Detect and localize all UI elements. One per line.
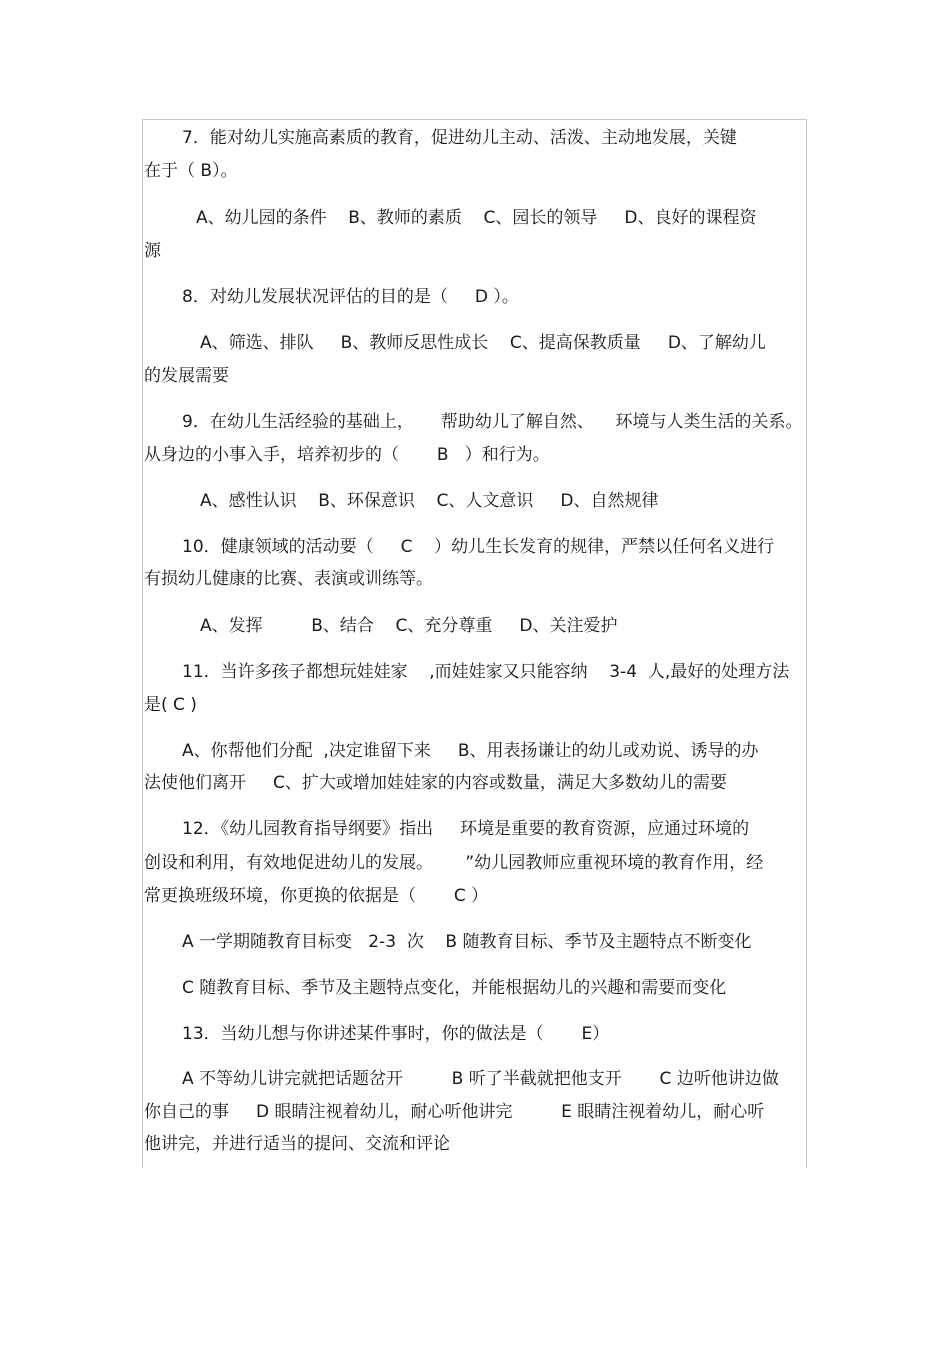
- q7-options-line2: 源: [144, 241, 161, 261]
- q9-stem-line2: 从身边的小事入手，培养初步的（ B ）和行为。: [144, 445, 550, 465]
- q12-stem-line3: 常更换班级环境，你更换的依据是（ C ）: [144, 886, 489, 906]
- q8-options-line2: 的发展需要: [144, 366, 229, 386]
- q12-stem-line1: 12．《幼儿园教育指导纲要》指出 环境是重要的教育资源，应通过环境的: [182, 819, 750, 839]
- q9-options: A、感性认识 B、环保意识 C、人文意识 D、自然规律: [200, 491, 659, 511]
- q13-options-line1: A 不等幼儿讲完就把话题岔开 B 听了半截就把他支开 C 边听他讲边做: [182, 1069, 779, 1089]
- q13-options-line3: 他讲完，并进行适当的提问、交流和评论: [144, 1134, 450, 1154]
- q13-options-line2: 你自己的事 D 眼睛注视着幼儿，耐心听他讲完 E 眼睛注视着幼儿，耐心听: [144, 1102, 765, 1122]
- q7-options-line1: A、幼儿园的条件 B、教师的素质 C、园长的领导 D、良好的课程资: [196, 208, 757, 228]
- q8-options-line1: A、筛选、排队 B、教师反思性成长 C、提高保教质量 D、了解幼儿: [200, 333, 766, 353]
- q7-stem-line1: 7．能对幼儿实施高素质的教育，促进幼儿主动、活泼、主动地发展，关键: [182, 128, 737, 148]
- q11-options-line2: 法使他们离开 C、扩大或增加娃娃家的内容或数量，满足大多数幼儿的需要: [144, 773, 727, 793]
- q11-options-line1: A、你帮他们分配 ,决定谁留下来 B、用表扬谦让的幼儿或劝说、诱导的办: [182, 741, 759, 761]
- q10-stem-line2: 有损幼儿健康的比赛、表演或训练等。: [144, 569, 433, 589]
- q9-stem-line1: 9．在幼儿生活经验的基础上， 帮助幼儿了解自然、 环境与人类生活的关系。: [182, 412, 803, 432]
- q12-stem-line2: 创设和利用，有效地促进幼儿的发展。 ”幼儿园教师应重视环境的教育作用，经: [144, 853, 764, 873]
- page-frame-top: [142, 119, 807, 120]
- q10-stem-line1: 10．健康领域的活动要（ C ）幼儿生长发育的规律，严禁以任何名义进行: [182, 537, 775, 557]
- q10-options: A、发挥 B、结合 C、充分尊重 D、关注爱护: [200, 616, 618, 636]
- q7-stem-line2: 在于（ B）。: [144, 161, 238, 181]
- q12-option-ab: A 一学期随教育目标变 2-3 次 B 随教育目标、季节及主题特点不断变化: [182, 932, 752, 952]
- q12-option-c: C 随教育目标、季节及主题特点变化，并能根据幼儿的兴趣和需要而变化: [182, 978, 727, 998]
- page-frame-left: [142, 119, 143, 1168]
- q8-stem: 8．对幼儿发展状况评估的目的是（ D ）。: [182, 287, 519, 307]
- q13-stem: 13．当幼儿想与你讲述某件事时，你的做法是（ E）: [182, 1024, 610, 1044]
- q11-stem-line2: 是( C ): [144, 695, 197, 715]
- page-frame-right: [806, 119, 807, 1168]
- q11-stem-line1: 11．当许多孩子都想玩娃娃家 ,而娃娃家又只能容纳 3-4 人,最好的处理方法: [182, 662, 790, 682]
